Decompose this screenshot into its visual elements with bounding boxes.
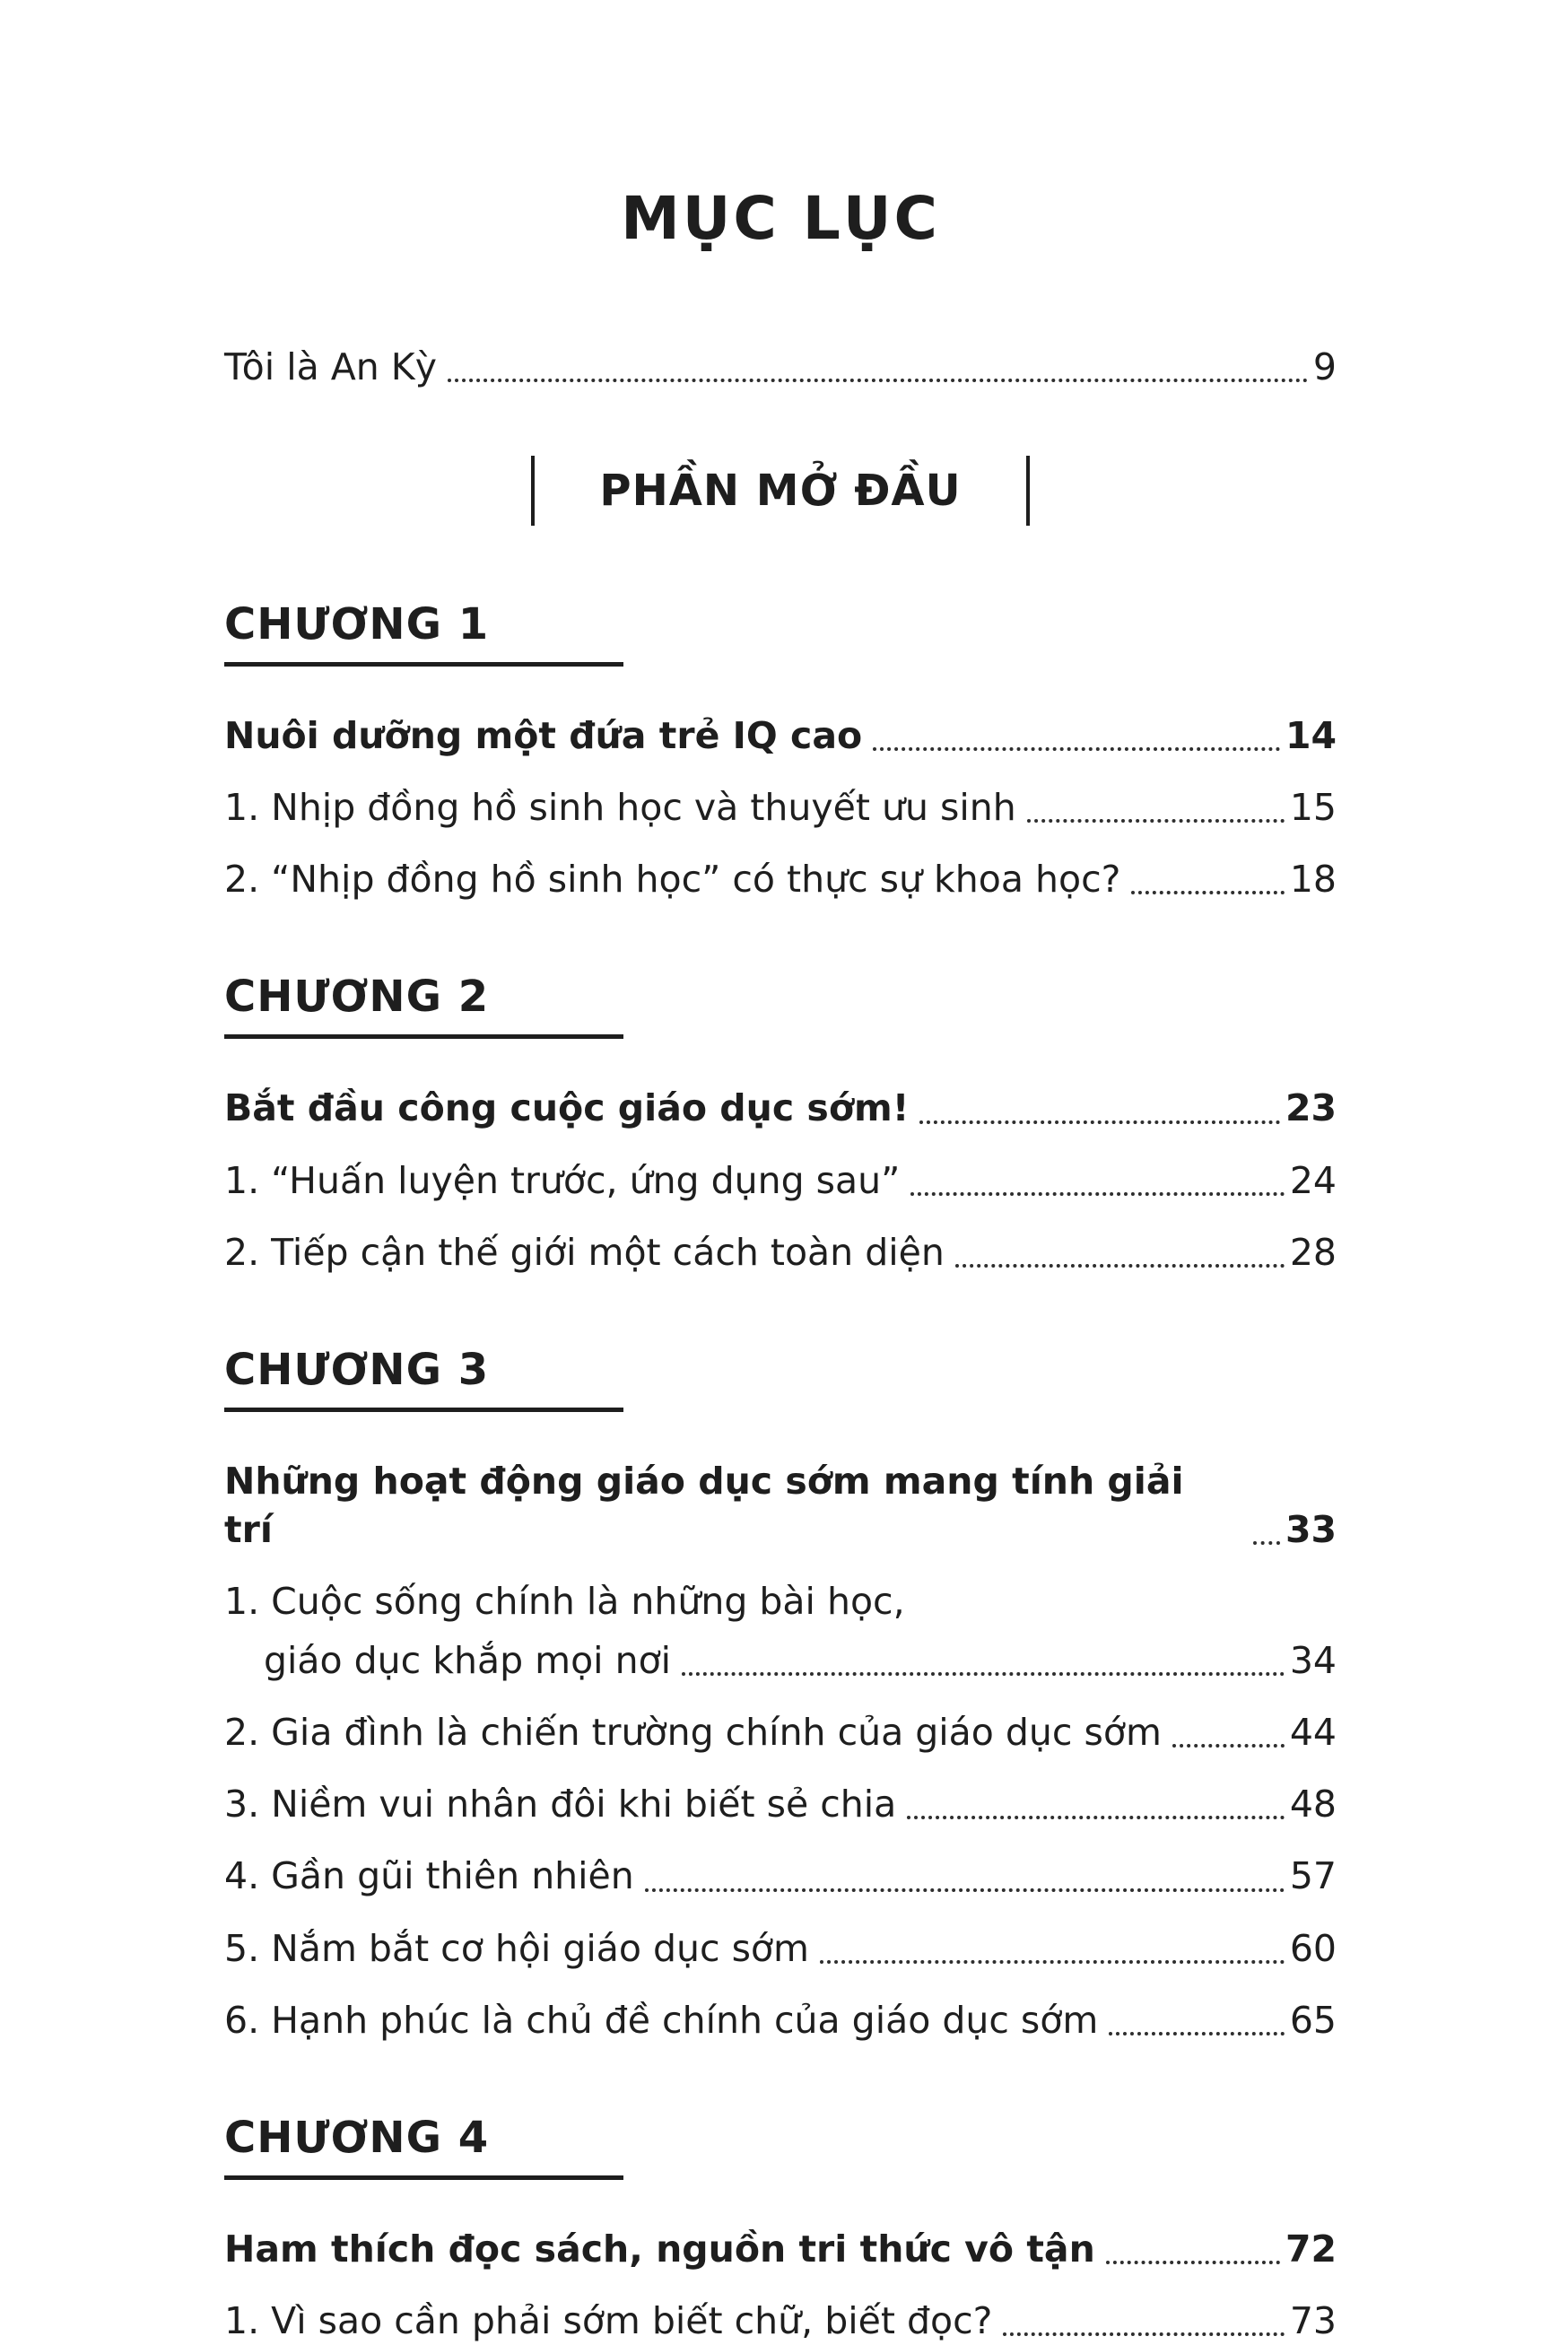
chapter-heading: CHƯƠNG 4 bbox=[224, 2113, 623, 2180]
toc-entry-chapter-title bbox=[224, 2225, 1337, 2273]
toc-entry bbox=[224, 1156, 1337, 1205]
entry-title: Bắt đầu công cuộc giáo dục sớm! bbox=[224, 1086, 910, 1130]
dot-leader bbox=[907, 1816, 1285, 1819]
entry-title: 1. Nhịp đồng hồ sinh học và thuyết ưu sinh bbox=[224, 786, 1016, 830]
dot-leader bbox=[448, 379, 1308, 382]
toc-entry bbox=[224, 1780, 1337, 1828]
dot-leader bbox=[955, 1264, 1285, 1268]
entry-title: 1. “Huấn luyện trước, ứng dụng sau” bbox=[224, 1158, 901, 1202]
page-number: 72 bbox=[1285, 2227, 1337, 2271]
entry-title: 3. Niềm vui nhân đôi khi biết sẻ chia bbox=[224, 1783, 897, 1826]
chapter-heading: CHƯƠNG 1 bbox=[224, 599, 623, 667]
toc-entry bbox=[224, 1924, 1337, 1973]
chapter-section-2 bbox=[224, 972, 1337, 1276]
page-number: 57 bbox=[1289, 1854, 1337, 1898]
toc-entry bbox=[224, 1708, 1337, 1757]
chapter-heading-wrap bbox=[224, 2113, 1337, 2180]
chapter-section-4 bbox=[224, 2113, 1337, 2345]
chapter-section-3 bbox=[224, 1345, 1337, 2044]
dot-leader bbox=[820, 1960, 1285, 1964]
page-number: 44 bbox=[1289, 1711, 1337, 1755]
chapter-heading-wrap bbox=[224, 972, 1337, 1039]
entry-title: 1. Cuộc sống chính là những bài học, bbox=[224, 1579, 905, 1623]
chapter-heading-wrap bbox=[224, 599, 1337, 667]
page-number: 33 bbox=[1285, 1507, 1337, 1551]
page-number: 60 bbox=[1289, 1926, 1337, 1970]
toc-entry bbox=[224, 1852, 1337, 1900]
toc-entry-intro bbox=[224, 343, 1337, 391]
toc-entry bbox=[224, 783, 1337, 832]
toc-entry bbox=[224, 2297, 1337, 2345]
chapter-heading-wrap bbox=[224, 1345, 1337, 1412]
page-number: 48 bbox=[1289, 1783, 1337, 1826]
dot-leader bbox=[1027, 819, 1285, 823]
dot-leader bbox=[1003, 2332, 1284, 2336]
page-number: 15 bbox=[1289, 786, 1337, 830]
vertical-rule-left bbox=[531, 456, 535, 526]
page-title: MỤC LỤC bbox=[621, 184, 940, 253]
toc-entry bbox=[224, 1996, 1337, 2044]
toc-entry bbox=[224, 1228, 1337, 1277]
page-number: 9 bbox=[1312, 345, 1337, 388]
part-header bbox=[224, 456, 1337, 526]
dot-leader bbox=[1109, 2032, 1285, 2036]
dot-leader bbox=[1106, 2261, 1280, 2264]
part-title: PHẦN MỞ ĐẦU bbox=[599, 466, 962, 517]
dot-leader bbox=[919, 1120, 1280, 1124]
entry-title: 2. Gia đình là chiến trường chính của giáo dục sớm bbox=[224, 1711, 1162, 1755]
entry-title: 1. Vì sao cần phải sớm biết chữ, biết đọc? bbox=[224, 2298, 993, 2342]
entry-title: 5. Nắm bắt cơ hội giáo dục sớm bbox=[224, 1926, 809, 1970]
dot-leader bbox=[1131, 891, 1284, 894]
entry-title: Ham thích đọc sách, nguồn tri thức vô tận bbox=[224, 2227, 1095, 2271]
page-number: 14 bbox=[1285, 714, 1337, 758]
entry-title: giáo dục khắp mọi nơi bbox=[264, 1639, 672, 1683]
page-number: 73 bbox=[1289, 2298, 1337, 2342]
page-number: 24 bbox=[1289, 1158, 1337, 1202]
chapter-heading: CHƯƠNG 3 bbox=[224, 1345, 623, 1412]
dot-leader bbox=[682, 1672, 1285, 1676]
dot-leader bbox=[1253, 1541, 1280, 1545]
toc-entry-chapter-title bbox=[224, 1457, 1337, 1554]
vertical-rule-right bbox=[1026, 456, 1030, 526]
chapter-section-1 bbox=[224, 599, 1337, 903]
page-number: 28 bbox=[1289, 1230, 1337, 1274]
entry-title: Nuôi dưỡng một đứa trẻ IQ cao bbox=[224, 714, 863, 758]
page-number: 23 bbox=[1285, 1086, 1337, 1130]
entry-title: 2. Tiếp cận thế giới một cách toàn diện bbox=[224, 1230, 945, 1274]
toc-entry-continuation bbox=[224, 1636, 1337, 1685]
entry-title: Tôi là An Kỳ bbox=[224, 345, 437, 388]
dot-leader bbox=[645, 1888, 1285, 1892]
toc-entry bbox=[224, 855, 1337, 903]
entry-title: 2. “Nhịp đồng hồ sinh học” có thực sự khoa học? bbox=[224, 858, 1121, 902]
toc-entry bbox=[224, 1577, 1337, 1626]
dot-leader bbox=[1172, 1744, 1285, 1748]
dot-leader bbox=[910, 1192, 1284, 1196]
toc-entry-chapter-title bbox=[224, 1084, 1337, 1132]
page-number: 34 bbox=[1289, 1639, 1337, 1683]
entry-title: 6. Hạnh phúc là chủ đề chính của giáo dục sớm bbox=[224, 1998, 1099, 2042]
page-number: 18 bbox=[1289, 858, 1337, 902]
entry-title: Những hoạt động giáo dục sớm mang tính giải trí bbox=[224, 1459, 1197, 1551]
entry-title: 4. Gần gũi thiên nhiên bbox=[224, 1854, 634, 1898]
dot-leader bbox=[873, 747, 1280, 751]
toc-entry-chapter-title bbox=[224, 711, 1337, 760]
chapter-heading: CHƯƠNG 2 bbox=[224, 972, 623, 1039]
page-number: 65 bbox=[1289, 1998, 1337, 2042]
